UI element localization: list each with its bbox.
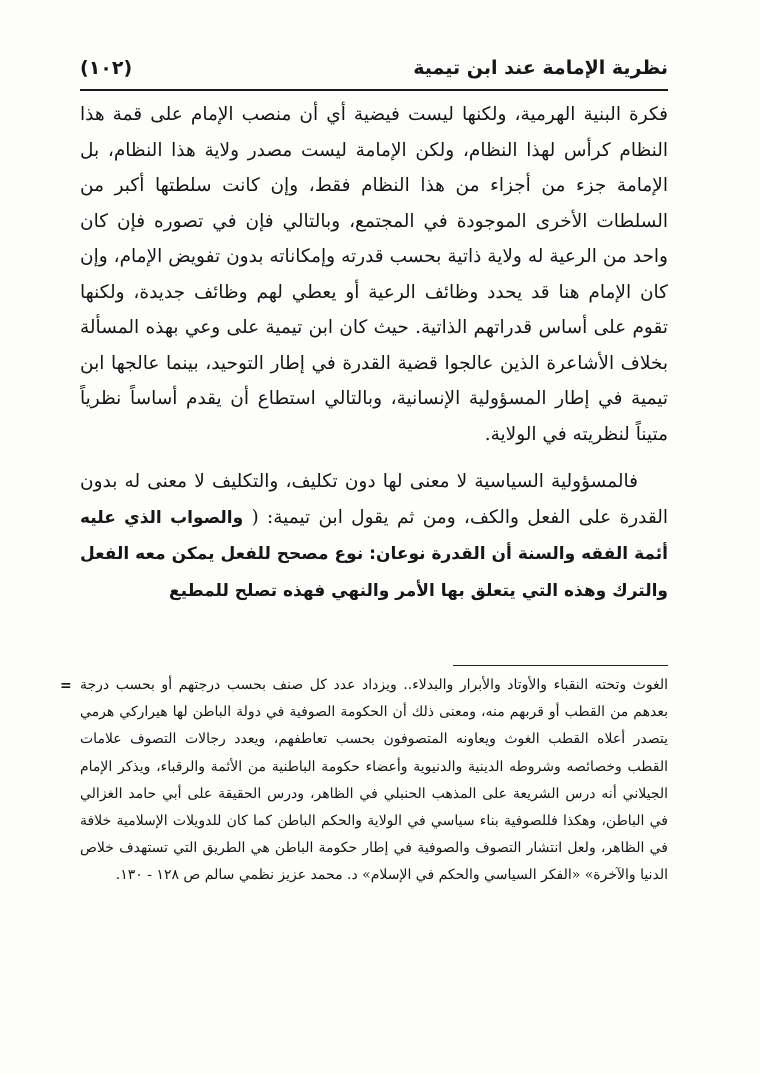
running-title: نظرية الإمامة عند ابن تيمية xyxy=(413,57,668,79)
ibn-taymiyya-quote: والصواب الذي عليه أئمة الفقه والسنة أن القدرة نوعان: نوع مصحح للفعل يمكن معه الفعل والترك وهذه التي يتعلق بها الأمر والنهي فهذه تصلح للمطيع xyxy=(80,507,668,601)
paragraph-2-text: فالمسؤولية السياسية لا معنى لها دون تكليف، والتكليف لا معنى له بدون القدرة على الفعل والكف، ومن ثم يقول ابن تيمية: ( xyxy=(80,471,668,528)
page-number: (١٠٢) xyxy=(80,57,133,79)
paragraph-1: فكرة البنية الهرمية، ولكنها ليست فيضية أي أن منصب الإمام على قمة هذا النظام كرأس لهذا النظام، ولكن الإمامة ليست مصدر ولاية هذا النظام، بل الإمامة جزء من أجزاء من هذا النظام فقط، وإن كانت سلطتها أكبر من السلطات الأخرى الموجودة في المجتمع، وبالتالي فإن في تصوره فإن كان واحد من الرعية له ولاية ذاتية بحسب قدرته وإمكاناته بدون تفويض الإمام، وإن كان الإمام هنا قد يحدد وظائف الرعية أو يعطي لهم وظائف جديدة، ولكنها تقوم على أساس قدراتهم الذاتية. حيث كان ابن تيمية على وعي بهذه المسألة بخلاف الأشاعرة الذين عالجوا قضية القدرة في إطار التوحيد، بينما عالجها ابن تيمية في إطار المسؤولية الإنسانية، وبالتالي استطاع أن يقدم أساساً نظرياً متيناً لنظريته في الولاية. xyxy=(80,104,668,445)
footnote-continuation-marker: = xyxy=(60,678,72,694)
footnote xyxy=(60,672,668,890)
footnote-separator xyxy=(453,665,668,666)
paragraph-2 xyxy=(80,464,668,609)
main-text xyxy=(80,97,668,609)
running-header xyxy=(80,50,668,86)
footnote-text: الغوث وتحته النقباء والأوتاد والأبرار والبدلاء.. ويزداد عدد كل صنف بحسب درجتهم أو بحسب درجة بعدهم من القطب أو قربهم منه، ومعنى ذلك أن الحكومة الصوفية في دولة الباطن لها هيراركي هرمي يتصدر أعلاه القطب الغوث ويعاونه المتصوفون بحسب تعاطفهم، ويعدد رجالات التصوف علامات القطب وخصائصه وشروطه الدينية والدنيوية وأعضاء حكومة الباطنية من الأئمة والرقباء، ويذكر الإمام الجيلاني أنه درس الشريعة على المذهب الحنبلي في الظاهر، ودرس الحقيقة على أبي حامد الغزالي في الباطن، وهكذا فللصوفية بناء سياسي في الولاية والحكم الباطن كما كان للدويلات الإسلامية خلافة في الظاهر، ولعل انتشار التصوف والصوفية في إطار حكومة الباطن هي الطريق التي تستهدف خلاص الدنيا والآخرة» «الفكر السياسي والحكم في الإسلام» د. محمد عزيز نظمي سالم ص ١٢٨ - ١٣٠. xyxy=(80,677,668,884)
header-rule xyxy=(80,89,668,91)
